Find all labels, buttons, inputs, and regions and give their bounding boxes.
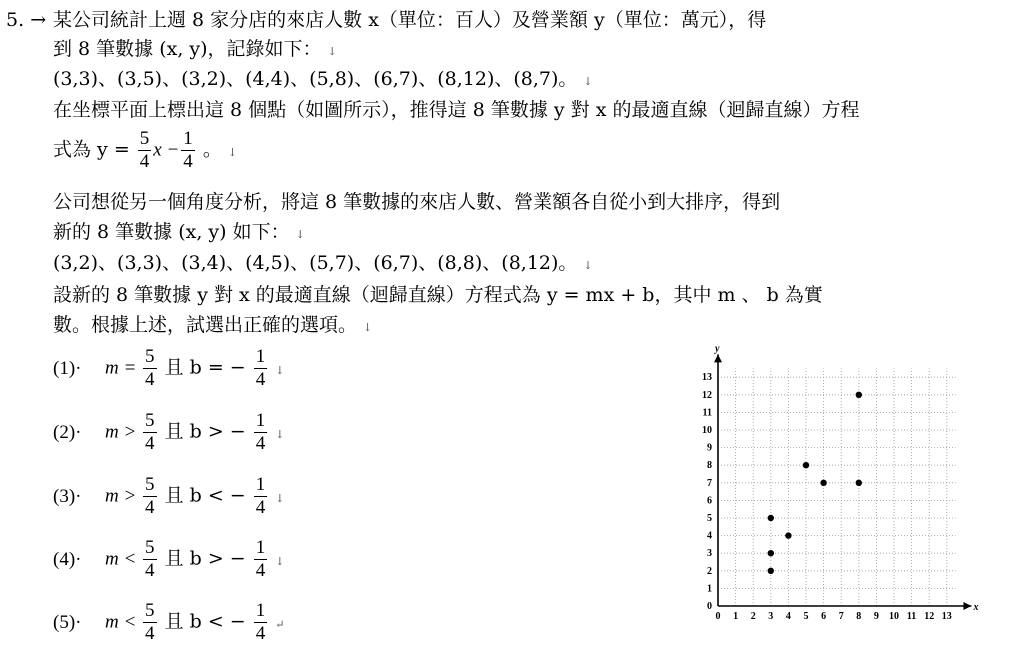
fraction-1-4: $\frac{1}{4}$ xyxy=(183,128,193,172)
option-4[interactable] xyxy=(53,537,284,582)
option-label: (3)· xyxy=(53,485,82,507)
y-tick-label: 4 xyxy=(707,530,712,542)
question-line-7: 新的 8 筆數據 (x, y) 如下： ↓ xyxy=(53,221,305,243)
option-fraction-m xyxy=(143,410,157,455)
option-fraction-b xyxy=(254,346,268,391)
option-fraction-b-numerator: 1 xyxy=(255,600,266,621)
option-label: (5)· xyxy=(53,611,82,633)
paragraph-mark: ↵ xyxy=(275,617,285,631)
option-fraction-b xyxy=(254,537,268,582)
question-number: 5. → xyxy=(6,9,47,31)
option-label: (4)· xyxy=(53,548,82,570)
y-tick-label: 2 xyxy=(707,565,712,577)
option-fraction-m-numerator: 5 xyxy=(145,600,155,621)
option-fraction-b-numerator: 1 xyxy=(255,410,266,431)
option-fraction-m-denominator: 4 xyxy=(145,497,155,518)
option-fraction-b xyxy=(254,410,268,455)
x-tick-label: 8 xyxy=(856,611,862,621)
y-axis-arrow-icon xyxy=(714,354,722,362)
data-point xyxy=(768,550,774,556)
data-point xyxy=(820,480,826,486)
y-tick-label: 9 xyxy=(707,442,712,454)
paragraph-mark: ↓ xyxy=(275,363,285,377)
regression-equation: 式為 y = $\frac{5}{4}$ x − $\frac{1}{4}$ 。 ↓ xyxy=(53,128,238,172)
option-b-relation: 且 b > − xyxy=(158,547,252,570)
y-tick-label: 8 xyxy=(707,460,712,472)
option-fraction-b-denominator: 4 xyxy=(255,433,266,454)
option-fraction-b-denominator: 4 xyxy=(255,623,266,644)
data-point xyxy=(803,462,809,468)
option-3[interactable] xyxy=(53,474,284,519)
option-m-relation: m > xyxy=(105,421,142,443)
option-fraction-m xyxy=(143,474,157,519)
option-5[interactable] xyxy=(53,600,284,645)
x-tick-label: 6 xyxy=(821,611,827,621)
question-line-2: 到 8 筆數據 (x, y)，記錄如下： ↓ xyxy=(53,38,337,60)
option-label: (2)· xyxy=(53,421,82,443)
y-tick-label: 3 xyxy=(707,548,712,560)
option-fraction-m-numerator: 5 xyxy=(145,537,155,558)
option-fraction-b xyxy=(254,474,268,519)
x-tick-label: 12 xyxy=(924,611,935,621)
option-fraction-b-denominator: 4 xyxy=(255,497,266,518)
y-tick-label: 13 xyxy=(702,372,712,384)
option-b-relation: 且 b < − xyxy=(158,610,252,633)
x-tick-label: 7 xyxy=(838,611,844,621)
option-b-relation: 且 b < − xyxy=(158,484,252,507)
option-fraction-b-denominator: 4 xyxy=(255,560,266,581)
option-fraction-b-numerator: 1 xyxy=(255,346,266,367)
option-fraction-m xyxy=(143,537,157,582)
option-fraction-m xyxy=(143,346,157,391)
question-line-4: 在坐標平面上標出這 8 個點（如圖所示），推得這 8 筆數據 y 對 x 的最適直線（迴歸直線）方程 xyxy=(53,99,860,121)
data-set-original: (3,3)、(3,5)、(3,2)、(4,4)、(5,8)、(6,7)、(8,12)、(8,7)。 ↓ xyxy=(53,68,593,90)
y-tick-label: 7 xyxy=(707,477,712,489)
option-1[interactable] xyxy=(53,346,284,391)
x-tick-label: 1 xyxy=(733,611,739,621)
option-fraction-b xyxy=(254,600,268,645)
option-fraction-m-denominator: 4 xyxy=(145,560,155,581)
data-point xyxy=(768,515,774,521)
x-tick-label: 5 xyxy=(803,611,809,621)
x-tick-label: 10 xyxy=(889,611,899,621)
option-fraction-b-denominator: 4 xyxy=(255,369,266,390)
option-m-relation: m < xyxy=(105,548,142,570)
x-tick-label: 2 xyxy=(750,611,756,621)
option-fraction-m-numerator: 5 xyxy=(145,346,155,367)
paragraph-mark: ↓ xyxy=(275,491,285,505)
data-point xyxy=(785,532,791,538)
y-tick-label: 0 xyxy=(707,601,712,612)
data-point xyxy=(856,392,862,398)
option-m-relation: m < xyxy=(105,611,142,633)
option-label: (1)· xyxy=(53,357,82,379)
option-b-relation: 且 b > − xyxy=(158,420,252,443)
option-b-relation: 且 b = − xyxy=(158,356,252,379)
question-line-9: 設新的 8 筆數據 y 對 x 的最適直線（迴歸直線）方程式為 y = mx + b，其中 m 、 b 為實 xyxy=(53,284,823,306)
y-tick-label: 12 xyxy=(702,389,712,401)
option-fraction-b-numerator: 1 xyxy=(255,474,266,495)
data-set-sorted: (3,2)、(3,3)、(3,4)、(4,5)、(5,7)、(6,7)、(8,8)、(8,12)。 ↓ xyxy=(53,252,593,274)
question-line-10: 數。根據上述，試選出正確的選項。 ↓ xyxy=(53,314,373,336)
y-tick-label: 1 xyxy=(707,583,712,595)
option-fraction-m-numerator: 5 xyxy=(145,410,155,431)
data-point xyxy=(856,480,862,486)
y-tick-label: 6 xyxy=(707,495,712,507)
x-tick-label: 3 xyxy=(768,611,774,621)
y-tick-label: 10 xyxy=(702,425,712,436)
option-fraction-m-numerator: 5 xyxy=(145,474,155,495)
scatter-plot xyxy=(690,336,990,621)
x-axis-arrow-icon xyxy=(963,602,971,610)
x-tick-label: 13 xyxy=(941,611,952,621)
paragraph-mark: ↓ xyxy=(275,427,285,441)
x-tick-label: 9 xyxy=(873,611,879,621)
x-tick-label: 0 xyxy=(715,611,721,621)
option-m-relation: m > xyxy=(105,485,142,507)
x-tick-label: 11 xyxy=(906,611,917,621)
question-line-1: 某公司統計上週 8 家分店的來店人數 x（單位：百人）及營業額 y（單位：萬元），得 xyxy=(53,9,767,31)
option-fraction-m-denominator: 4 xyxy=(145,433,155,454)
option-fraction-m-denominator: 4 xyxy=(145,623,155,644)
option-fraction-m-denominator: 4 xyxy=(145,369,155,390)
option-fraction-b-numerator: 1 xyxy=(255,537,266,558)
fraction-5-4: $\frac{5}{4}$ xyxy=(139,128,150,172)
y-axis-label: y xyxy=(715,343,720,355)
option-m-relation: m = xyxy=(105,357,142,379)
y-tick-label: 11 xyxy=(702,407,712,419)
data-point xyxy=(768,568,774,574)
x-tick-label: 4 xyxy=(785,611,791,621)
paragraph-mark: ↓ xyxy=(275,554,285,568)
question-line-6: 公司想從另一個角度分析，將這 8 筆數據的來店人數、營業額各自從小到大排序，得到 xyxy=(53,191,781,213)
x-axis-label: x xyxy=(973,602,979,613)
option-2[interactable] xyxy=(53,410,284,455)
option-fraction-m xyxy=(143,600,157,645)
y-tick-label: 5 xyxy=(707,513,712,524)
